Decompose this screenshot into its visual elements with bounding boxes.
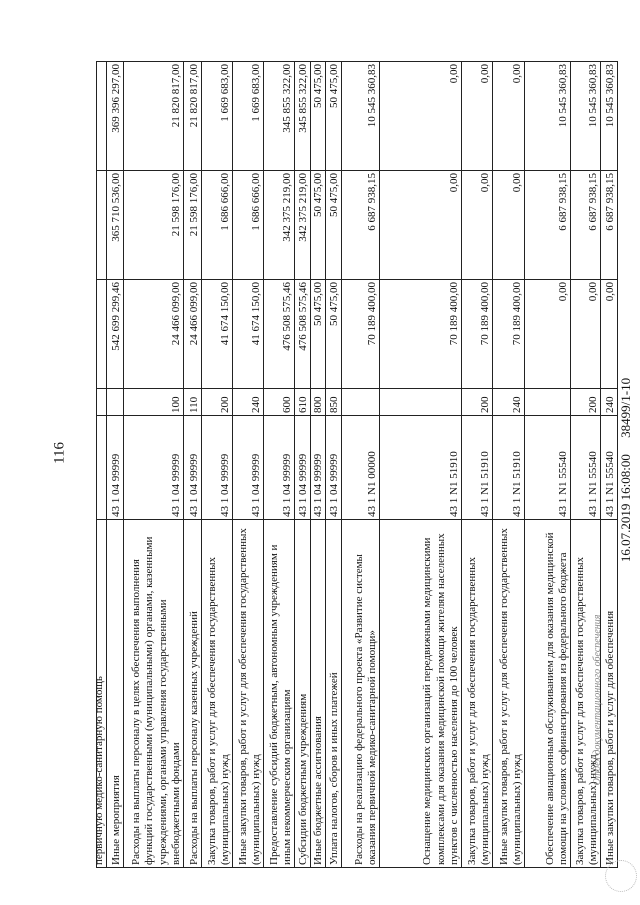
footer-doc-id: 38499/1-10	[618, 377, 633, 438]
row-expense-type-cell: 240	[493, 389, 524, 416]
row-amount-2021-cell: 1 669 683,00	[233, 61, 263, 171]
row-amount-2020-cell: 0,00	[380, 171, 461, 280]
row-name-cell: Субсидии бюджетным учреждениям	[295, 520, 310, 868]
table-row	[92, 61, 106, 868]
row-code-cell: 43 1 04 99999	[202, 416, 232, 520]
row-amount-2021-cell: 0,00	[493, 61, 524, 171]
row-code-cell: 43 1 04 99999	[124, 416, 183, 520]
row-name-cell: Иные мероприятия	[107, 520, 123, 868]
row-amount-2020-cell: 21 598 176,00	[124, 171, 183, 280]
row-name-cell: Оснащение медицинских организаций передвижными медицинскими комплексами для оказания медицинской помощи жителям населенных пунктов с численностью населения до 100 человек	[380, 520, 461, 868]
row-amount-2019-cell: 70 189 400,00	[493, 280, 524, 389]
row-expense-type-cell: 200	[571, 389, 600, 416]
row-name-cell: Расходы на выплаты персоналу в целях обеспечения выполнения функций государственными (муниципальными) органами, казенными учреждениями, органами управления государственными внебюджетными фондами	[124, 520, 183, 868]
row-amount-2020-cell: 6 687 938,15	[571, 171, 600, 280]
row-amount-2019-cell: 24 466 099,00	[124, 280, 183, 389]
table-row	[310, 61, 325, 868]
table-row	[379, 61, 461, 868]
row-amount-2021-cell: 50 475,00	[326, 61, 341, 171]
row-expense-type-cell: 240	[601, 389, 617, 416]
row-expense-type-cell	[380, 389, 461, 416]
row-name-cell: Закупка товаров, работ и услуг для обеспечения государственных (муниципальных) нужд	[462, 520, 492, 868]
row-amount-2020-cell: 6 687 938,15	[525, 171, 570, 280]
table-row	[325, 61, 341, 868]
row-amount-2019-cell: 476 508 575,46	[295, 280, 310, 389]
row-code-cell: 43 1 N1 00000	[342, 416, 379, 520]
row-amount-2021-cell: 10 545 360,83	[601, 61, 617, 171]
row-expense-type-cell: 610	[295, 389, 310, 416]
row-name-cell: Иные закупки товаров, работ и услуг для обеспечения государственных (муниципальных) нужд	[233, 520, 263, 868]
row-amount-2019-cell: 476 508 575,46	[264, 280, 294, 389]
row-name-cell: Закупка товаров, работ и услуг для обеспечения государственных (муниципальных) нужд	[202, 520, 232, 868]
row-amount-2020-cell: 1 686 666,00	[202, 171, 232, 280]
table-row	[341, 61, 379, 868]
row-amount-2019-cell: 542 699 299,46	[107, 280, 123, 389]
row-code-cell	[97, 416, 106, 520]
row-expense-type-cell: 800	[311, 389, 325, 416]
page-number: 116	[51, 442, 68, 464]
row-expense-type-cell: 100	[124, 389, 183, 416]
row-amount-2021-cell: 369 396 297,00	[107, 61, 123, 171]
row-expense-type-cell	[342, 389, 379, 416]
row-expense-type-cell: 200	[202, 389, 232, 416]
row-amount-2020-cell: 1 686 666,00	[233, 171, 263, 280]
row-code-cell: 43 1 04 99999	[295, 416, 310, 520]
row-expense-type-cell	[97, 389, 106, 416]
row-code-cell: 43 1 04 99999	[311, 416, 325, 520]
row-amount-2021-cell: 345 855 322,00	[295, 61, 310, 171]
round-stamp	[605, 860, 637, 892]
row-amount-2020-cell: 0,00	[462, 171, 492, 280]
row-code-cell: 43 1 04 99999	[326, 416, 341, 520]
row-amount-2020-cell	[97, 171, 106, 280]
row-expense-type-cell: 600	[264, 389, 294, 416]
row-expense-type-cell	[525, 389, 570, 416]
row-amount-2020-cell: 365 710 536,00	[107, 171, 123, 280]
table-row	[123, 61, 183, 868]
row-amount-2019-cell: 24 466 099,00	[184, 280, 201, 389]
row-code-cell: 43 1 N1 55540	[601, 416, 617, 520]
row-amount-2020-cell: 0,00	[493, 171, 524, 280]
row-amount-2021-cell: 0,00	[462, 61, 492, 171]
row-expense-type-cell: 200	[462, 389, 492, 416]
row-name-cell: Расходы на реализацию федерального проекта «Развитие системы оказания первичной медико-санитарной помощи»	[342, 520, 379, 868]
row-name-cell: Предоставление субсидий бюджетным, автономным учреждениям и иным некоммерческим организациям	[264, 520, 294, 868]
row-amount-2019-cell: 41 674 150,00	[202, 280, 232, 389]
row-amount-2021-cell: 21 820 817,00	[184, 61, 201, 171]
row-name-cell: Иные закупки товаров, работ и услуг для обеспечения	[601, 520, 617, 868]
table-row	[524, 61, 570, 868]
table-row	[201, 61, 232, 868]
row-expense-type-cell: 110	[184, 389, 201, 416]
row-code-cell: 43 1 04 99999	[233, 416, 263, 520]
table-row	[461, 61, 492, 868]
row-amount-2021-cell: 10 545 360,83	[571, 61, 600, 171]
row-code-cell: 43 1 N1 51910	[380, 416, 461, 520]
row-amount-2020-cell: 50 475,00	[326, 171, 341, 280]
row-amount-2019-cell: 50 475,00	[326, 280, 341, 389]
row-amount-2019-cell: 70 189 400,00	[342, 280, 379, 389]
row-name-cell: Уплата налогов, сборов и иных платежей	[326, 520, 341, 868]
row-amount-2019-cell: 0,00	[601, 280, 617, 389]
row-amount-2021-cell: 1 669 683,00	[202, 61, 232, 171]
row-code-cell: 43 1 N1 55540	[525, 416, 570, 520]
row-amount-2020-cell: 21 598 176,00	[184, 171, 201, 280]
row-amount-2019-cell: 41 674 150,00	[233, 280, 263, 389]
row-amount-2019-cell: 70 189 400,00	[462, 280, 492, 389]
faint-stamp-text: Отдел документационного обеспечения	[592, 614, 603, 786]
row-amount-2019-cell: 50 475,00	[311, 280, 325, 389]
row-name-cell: Обеспечение авиационным обслуживанием для оказания медицинской помощи на условиях софинансирования из федерального бюджета	[525, 520, 570, 868]
row-amount-2021-cell: 10 545 360,83	[525, 61, 570, 171]
table-row	[232, 61, 263, 868]
row-code-cell: 43 1 N1 51910	[493, 416, 524, 520]
table-row	[106, 61, 123, 868]
row-name-cell: Иные закупки товаров, работ и услуг для обеспечения государственных (муниципальных) нужд	[493, 520, 524, 868]
row-amount-2021-cell: 345 855 322,00	[264, 61, 294, 171]
row-code-cell: 43 1 04 99999	[107, 416, 123, 520]
row-amount-2021-cell	[97, 61, 106, 171]
row-amount-2020-cell: 6 687 938,15	[601, 171, 617, 280]
row-code-cell: 43 1 04 99999	[184, 416, 201, 520]
row-name-cell: Закупка товаров, работ и услуг для обеспечения государственных (муниципальных) нужд	[571, 520, 600, 868]
table-row	[263, 61, 294, 868]
row-name-cell: Расходы на выплаты персоналу казенных учреждений	[184, 520, 201, 868]
print-footer	[618, 378, 634, 562]
footer-timestamp: 16.07.2019 16:08:00	[618, 454, 633, 563]
row-expense-type-cell: 850	[326, 389, 341, 416]
row-amount-2020-cell: 50 475,00	[311, 171, 325, 280]
row-amount-2020-cell: 342 375 219,00	[295, 171, 310, 280]
row-expense-type-cell	[107, 389, 123, 416]
row-amount-2019-cell: 0,00	[525, 280, 570, 389]
row-amount-2020-cell: 342 375 219,00	[264, 171, 294, 280]
table-row	[183, 61, 201, 868]
row-code-cell: 43 1 04 99999	[264, 416, 294, 520]
table-row	[492, 61, 524, 868]
row-name-cell: Иные бюджетные ассигнования	[311, 520, 325, 868]
row-amount-2019-cell: 0,00	[571, 280, 600, 389]
row-amount-2019-cell: 70 189 400,00	[380, 280, 461, 389]
row-amount-2020-cell: 6 687 938,15	[342, 171, 379, 280]
row-amount-2021-cell: 10 545 360,83	[342, 61, 379, 171]
row-amount-2019-cell	[97, 280, 106, 389]
row-expense-type-cell: 240	[233, 389, 263, 416]
row-amount-2021-cell: 21 820 817,00	[124, 61, 183, 171]
row-code-cell: 43 1 N1 55540	[571, 416, 600, 520]
table-row	[294, 61, 310, 868]
row-amount-2021-cell: 50 475,00	[311, 61, 325, 171]
row-amount-2021-cell: 0,00	[380, 61, 461, 171]
row-code-cell: 43 1 N1 51910	[462, 416, 492, 520]
row-name-cell: первичную медико-санитарную помощь	[97, 520, 106, 868]
